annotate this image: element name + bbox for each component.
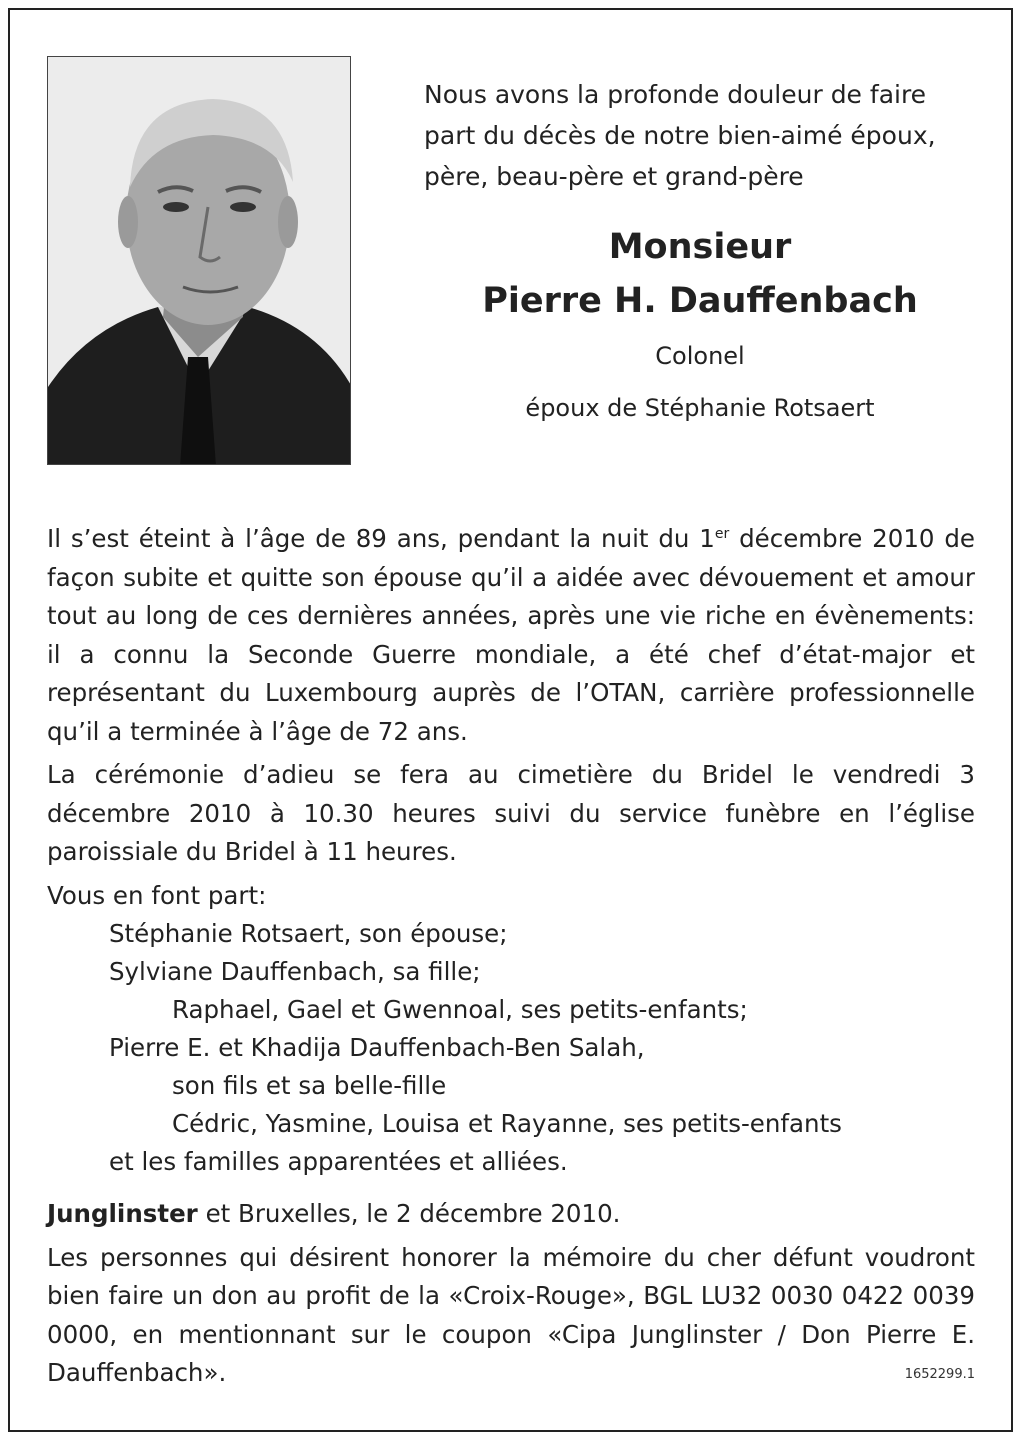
place-rest: et Bruxelles, le 2 décembre 2010.: [197, 1199, 621, 1229]
family-line: Raphael, Gael et Gwennoal, ses petits-enfants;: [172, 995, 748, 1025]
deceased-name-block: [400, 220, 1000, 428]
family-line: et les familles apparentées et alliées.: [109, 1147, 568, 1177]
death-paragraph-start: Il s’est éteint à l’âge de 89 ans, pendant la nuit du 1: [47, 524, 715, 554]
family-line: Stéphanie Rotsaert, son épouse;: [109, 919, 508, 949]
family-line: Pierre E. et Khadija Dauffenbach-Ben Salah,: [109, 1033, 645, 1063]
rank: Colonel: [655, 342, 745, 370]
announce-intro: Vous en font part:: [47, 880, 267, 910]
family-line: son fils et sa belle-fille: [172, 1071, 447, 1101]
notice-body: [47, 515, 975, 1398]
reference-number: 1652299.1: [904, 1367, 975, 1382]
ceremony-paragraph: La cérémonie d’adieu se fera au cimetière du Bridel le vendredi 3 décembre 2010 à 10.30 heures suivi du service funèbre en l’église paroissiale du Bridel à 11 heures.: [47, 760, 975, 867]
date-superscript: er: [714, 526, 730, 542]
death-paragraph: [47, 515, 975, 751]
deceased-name: Pierre H. Dauffenbach: [482, 281, 918, 321]
intro-text: Nous avons la profonde douleur de faire part du décès de notre bien-aimé époux, père, beau-père et grand-père: [424, 80, 936, 191]
portrait-photo: [47, 56, 351, 465]
place-date-line: [47, 1195, 975, 1234]
place-bold: Junglinster: [47, 1199, 198, 1229]
family-line: Cédric, Yasmine, Louisa et Rayanne, ses petits-enfants: [172, 1109, 842, 1139]
family-list: [47, 915, 975, 1181]
donation-paragraph: Les personnes qui désirent honorer la mémoire du cher défunt voudront bien faire un don au profit de la «Croix-Rouge», BGL LU32 0030 0422 0039 0000, en mentionnant sur le coupon «Cipa Junglinster / Don Pierre E. Dauffenbach».: [47, 1242, 975, 1388]
death-paragraph-end: décembre 2010 de façon subite et quitte son épouse qu’il a aidée avec dévouement et amour tout au long de ces dernières années, après une vie riche en évènements: il a connu la Seconde Guerre mondiale, a été chef d’état-major et représentant du Luxembourg auprès de l’OTAN, carrière professionnelle qu’il a terminée à l’âge de 72 ans.: [47, 524, 975, 746]
honorific: Monsieur: [608, 227, 792, 267]
spouse-line: époux de Stéphanie Rotsaert: [525, 394, 875, 422]
family-line: Sylviane Dauffenbach, sa fille;: [109, 957, 481, 987]
